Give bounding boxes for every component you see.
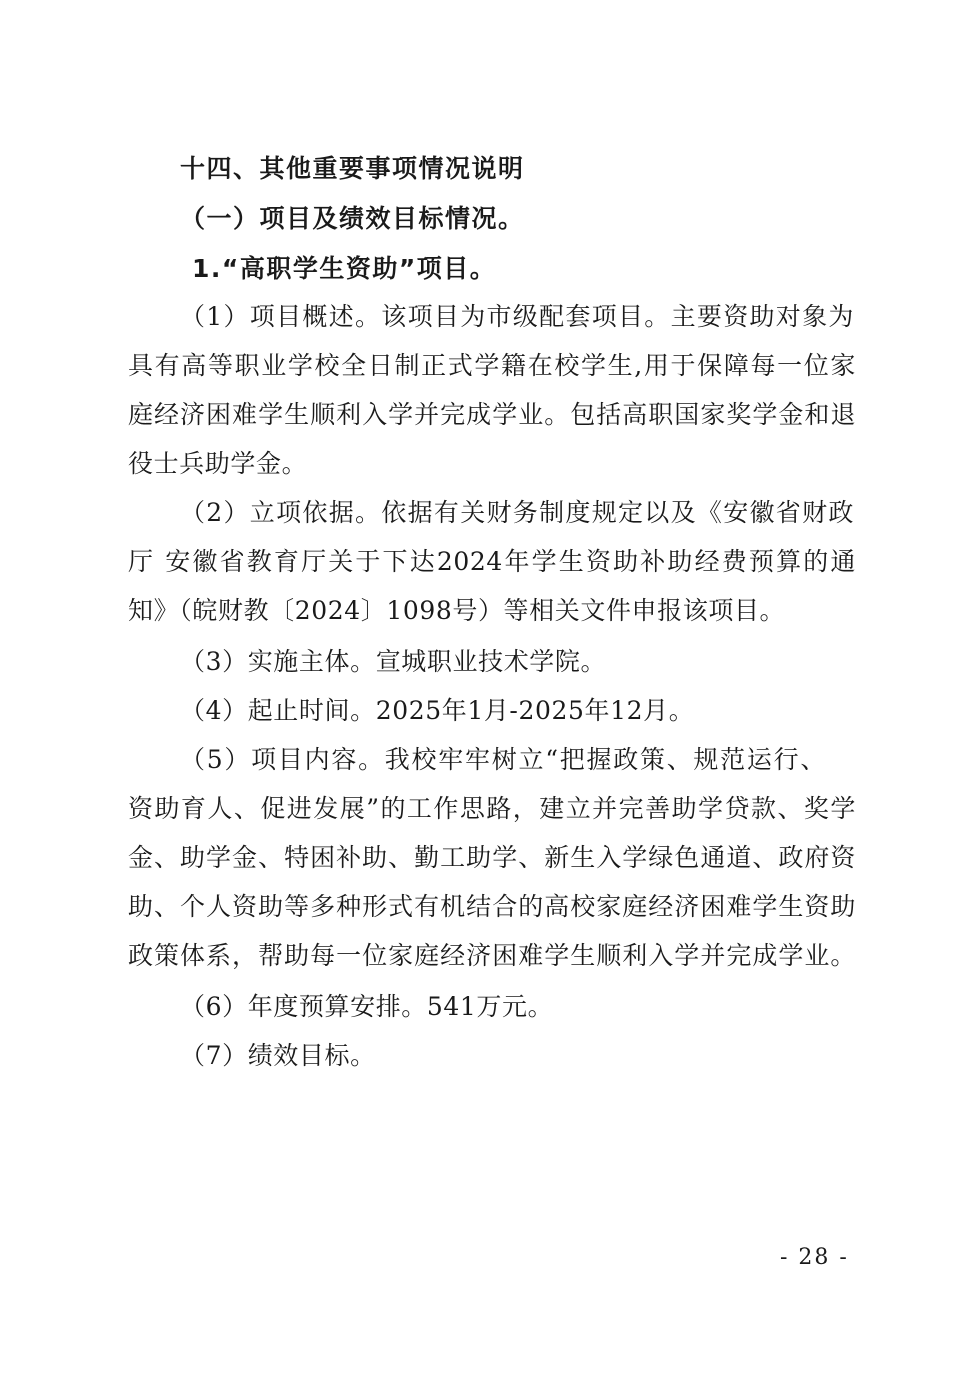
- paragraph-1-line-2: 具有高等职业学校全日制正式学籍在校学生,用于保障每一位家: [128, 351, 856, 380]
- item-heading: 1.“高职学生资助”项目。: [192, 254, 497, 283]
- paragraph-5-line-5: 政策体系，帮助每一位家庭经济困难学生顺利入学并完成学业。: [128, 941, 856, 970]
- paragraph-2-line-2: 厅 安徽省教育厅关于下达2024年学生资助补助经费预算的通: [128, 547, 856, 576]
- paragraph-6: （6）年度预算安排。541万元。: [180, 992, 554, 1021]
- paragraph-2-line-1: （2）立项依据。依据有关财务制度规定以及《安徽省财政: [180, 498, 854, 527]
- paragraph-1-line-4: 役士兵助学金。: [128, 449, 308, 478]
- paragraph-1-line-3: 庭经济困难学生顺利入学并完成学业。包括高职国家奖学金和退: [128, 400, 856, 429]
- page-number: - 28 -: [780, 1245, 849, 1270]
- paragraph-5-line-1: （5）项目内容。我校牢牢树立“把握政策、规范运行、: [180, 745, 826, 774]
- paragraph-3: （3）实施主体。宣城职业技术学院。: [180, 647, 607, 676]
- paragraph-2-line-3: 知》（皖财教〔2024〕1098号）等相关文件申报该项目。: [128, 596, 786, 625]
- paragraph-7: （7）绩效目标。: [180, 1041, 376, 1070]
- paragraph-5-line-2: 资助育人、促进发展”的工作思路，建立并完善助学贷款、奖学: [128, 794, 856, 823]
- section-heading: 十四、其他重要事项情况说明: [180, 154, 525, 183]
- paragraph-5-line-3: 金、助学金、特困补助、勤工助学、新生入学绿色通道、政府资: [128, 843, 856, 872]
- paragraph-1-line-1: （1）项目概述。该项目为市级配套项目。主要资助对象为: [180, 302, 854, 331]
- subsection-heading: （一）项目及绩效目标情况。: [180, 204, 525, 233]
- paragraph-4: （4）起止时间。2025年1月-2025年12月。: [180, 696, 695, 725]
- paragraph-5-line-4: 助、个人资助等多种形式有机结合的高校家庭经济困难学生资助: [128, 892, 856, 921]
